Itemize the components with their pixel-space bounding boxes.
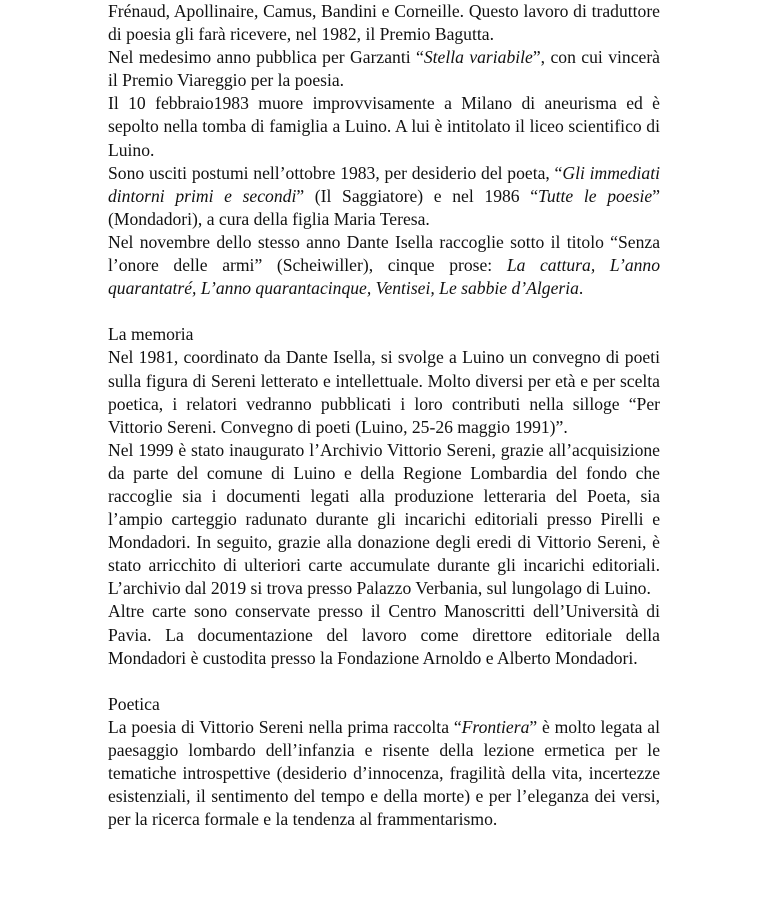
paragraph-text: . (578, 278, 584, 299)
paragraph-text: Frénaud, Apollinaire, Camus, Bandini e Corneille. Questo lavoro di traduttore di poesia gli farà ricevere, nel 1982, il Premio Bagutta. (108, 1, 660, 45)
paragraph-text: ” (Il Saggiatore) e nel 1986 “ (296, 185, 539, 206)
paragraph (108, 346, 660, 438)
paragraph-text: ”, con cui vincerà il Premio Viareggio per la poesia. (108, 47, 660, 91)
paragraph-text: Sono usciti postumi nell’ottobre 1983, per desiderio del poeta, “ (108, 162, 563, 183)
paragraph (108, 92, 660, 161)
paragraph (108, 231, 660, 300)
paragraph-text: Nel 1981, coordinato da Dante Isella, si svolge a Luino un convegno di poeti sulla figura di Sereni letterato e intellettuale. Molto diversi per età e per scelta poetica, i relatori vedranno pubblicati i loro contributi nella silloge “Per Vittorio Sereni. Convegno di poeti (Luino, 25-26 maggio 1991)”. (108, 347, 660, 437)
paragraph (108, 162, 660, 231)
document-page (108, 0, 660, 831)
section-intro (108, 0, 660, 300)
paragraph-text: Il 10 febbraio1983 muore improvvisamente a Milano di aneurisma ed è sepolto nella tomba di famiglia a Luino. A lui è intitolato il liceo scientifico di Luino. (108, 93, 660, 160)
paragraph-text: ” (Mondadori), a cura della figlia Maria Teresa. (108, 185, 660, 229)
paragraph (108, 716, 660, 831)
italic-title-text: Tutte le poesie (538, 185, 653, 206)
section-poetica (108, 693, 660, 832)
paragraph-text: ” è molto legata al paesaggio lombardo dell’infanzia e risente della lezione ermetica per le tematiche introspettive (desiderio d’innocenza, fragilità della vita, incertezze esistenziali, il sentimento del tempo e della morte) e per l’eleganza dei versi, per la ricerca formale e la tendenza al frammentarismo. (108, 716, 660, 830)
blank-line (108, 300, 660, 323)
paragraph (108, 439, 660, 601)
italic-title-text: Frontiera (461, 716, 530, 737)
section-heading: La memoria (108, 324, 194, 345)
paragraph (108, 600, 660, 669)
paragraph-text: Nel medesimo anno pubblica per Garzanti “ (108, 47, 424, 68)
paragraph-text: Altre carte sono conservate presso il Centro Manoscritti dell’Università di Pavia. La documentazione del lavoro come direttore editoriale della Mondadori è custodita presso la Fondazione Arnoldo e Alberto Mondadori. (108, 601, 660, 668)
paragraph-text: Nel novembre dello stesso anno Dante Isella raccoglie sotto il titolo “Senza l’onore delle armi” (Scheiwiller), cinque prose: (108, 231, 660, 276)
blank-line (108, 670, 660, 693)
paragraph (108, 46, 660, 92)
section-memoria (108, 323, 660, 669)
paragraph-text: Nel 1999 è stato inaugurato l’Archivio Vittorio Sereni, grazie all’acquisizione da parte del comune di Luino e della Regione Lombardia del fondo che raccoglie sia i documenti legati alla produzione letteraria del Poeta, sia l’ampio carteggio radunato durante gli incarichi editoriali presso Pirelli e Mondadori. In seguito, grazie alla donazione degli eredi di Vittorio Sereni, è stato arricchito di ulteriori carte accumulate durante gli incarichi editoriali. L’archivio dal 2019 si trova presso Palazzo Verbania, sul lungolago di Luino. (108, 439, 660, 599)
italic-title-text: Gli immediati dintorni primi e secondi (108, 162, 660, 206)
italic-title-text: Stella variabile (423, 47, 533, 68)
paragraph (108, 0, 660, 46)
italic-title-text: La cattura, L’anno quarantatré, L’anno quarantacinque, Ventisei, Le sabbie d’Algeria (108, 255, 661, 299)
section-heading: Poetica (108, 693, 160, 714)
paragraph-text: La poesia di Vittorio Sereni nella prima raccolta “ (108, 716, 462, 737)
